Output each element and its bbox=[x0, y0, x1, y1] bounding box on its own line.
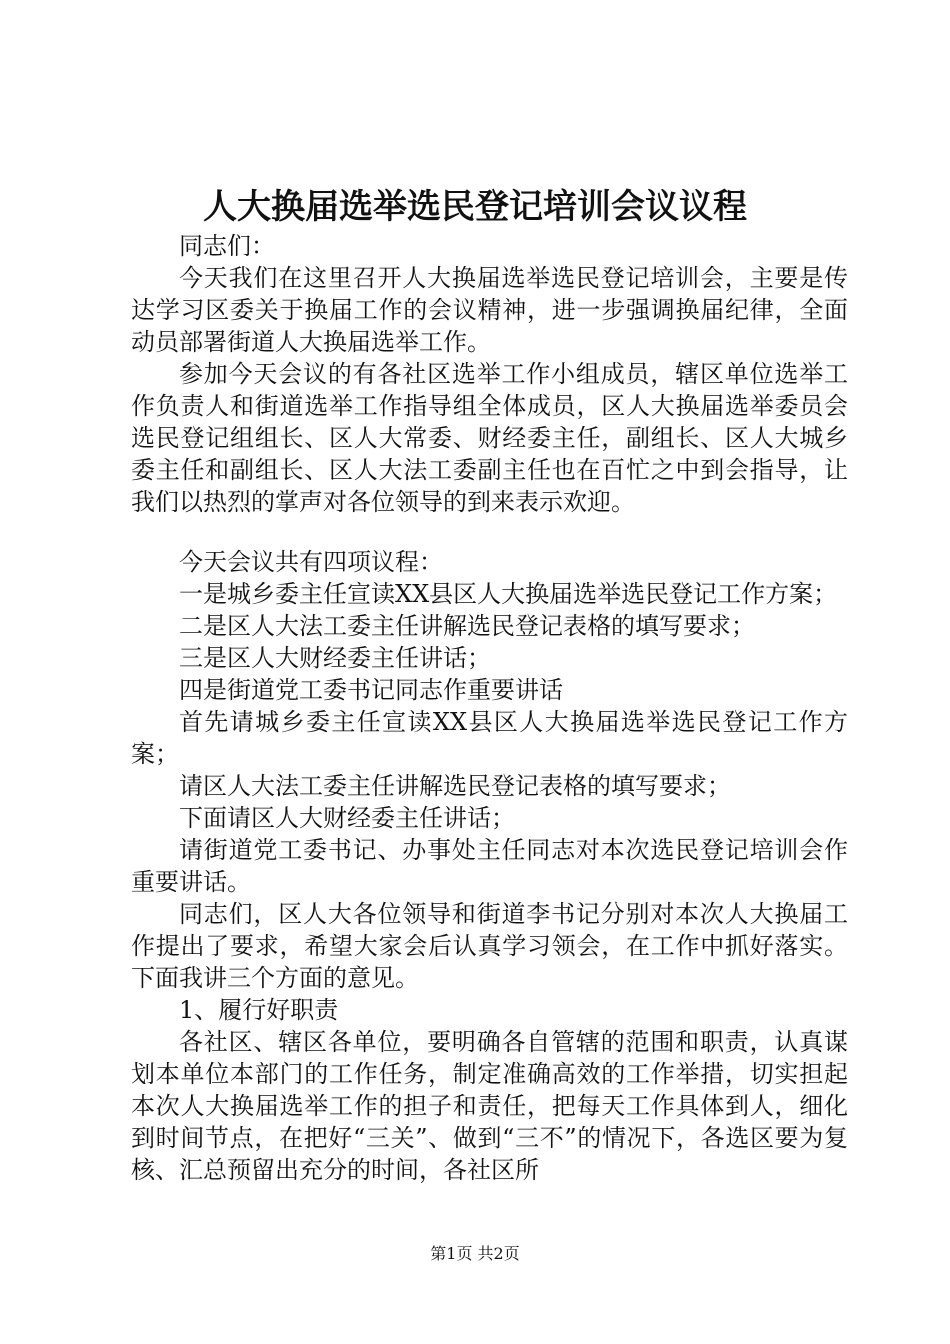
agenda-intro-paragraph: 今天会议共有四项议程： bbox=[179, 548, 443, 576]
agenda-item: 三是区人大财经委主任讲话； bbox=[179, 644, 491, 672]
body-paragraph: 请区人大法工委主任讲解选民登记表格的填写要求； bbox=[179, 772, 731, 800]
body-paragraph: 参加今天会议的有各社区选举工作小组成员，辖区单位选举工作负责人和街道选举工作指导组全体成员，区人大换届选举委员会选民登记组组长、区人大常委、财经委主任，副组长、区人大城乡委主任和副组长、区人大法工委副主任也在百忙之中到会指导，让我们以热烈的掌声对各位领导的到来表示欢迎。 bbox=[131, 360, 848, 516]
body-paragraph: 各社区、辖区各单位，要明确各自管辖的范围和职责，认真谋划本单位本部门的工作任务，制定准确高效的工作举措，切实担起本次人大换届选举工作的担子和责任，把每天工作具体到人，细化到时间节点，在把好“三关”、做到“三不”的情况下，各选区要为复核、汇总预留出充分的时间，各社区所 bbox=[131, 1028, 848, 1184]
section-heading: 1、履行好职责 bbox=[179, 996, 339, 1024]
document-body bbox=[131, 230, 848, 1186]
agenda-item: 二是区人大法工委主任讲解选民登记表格的填写要求； bbox=[179, 612, 755, 640]
body-paragraph: 请街道党工委书记、办事处主任同志对本次选民登记培训会作重要讲话。 bbox=[131, 836, 848, 896]
page-footer: 第1页 共2页 bbox=[430, 1244, 520, 1263]
body-paragraph: 同志们，区人大各位领导和街道李书记分别对本次人大换届工作提出了要求，希望大家会后认真学习领会，在工作中抓好落实。下面我讲三个方面的意见。 bbox=[131, 900, 848, 992]
body-paragraph: 今天我们在这里召开人大换届选举选民登记培训会，主要是传达学习区委关于换届工作的会议精神，进一步强调换届纪律，全面动员部署街道人大换届选举工作。 bbox=[131, 264, 848, 356]
agenda-item: 四是街道党工委书记同志作重要讲话 bbox=[179, 676, 563, 704]
body-paragraph: 下面请区人大财经委主任讲话； bbox=[179, 804, 515, 832]
greeting-paragraph: 同志们： bbox=[179, 232, 275, 260]
agenda-item: 一是城乡委主任宣读XX县区人大换届选举选民登记工作方案； bbox=[179, 580, 838, 608]
document-title: 人大换届选举选民登记培训会议议程 bbox=[203, 187, 747, 227]
body-paragraph: 首先请城乡委主任宣读XX县区人大换届选举选民登记工作方案； bbox=[131, 708, 848, 768]
